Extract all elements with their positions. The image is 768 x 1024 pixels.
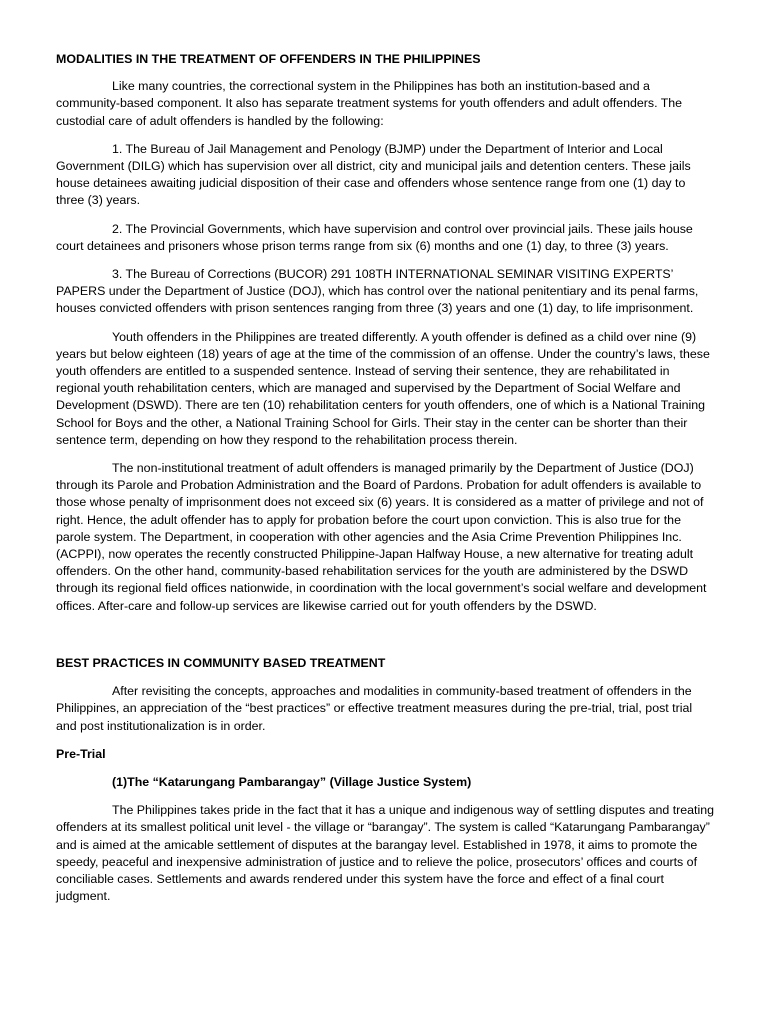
subsection-heading-katarungang: (1)The “Katarungang Pambarangay” (Village Justice System) [112,774,472,789]
paragraph-katarungang: The Philippines takes pride in the fact that it has a unique and indigenous way of settling disputes and treating offenders at its smallest political unit level - the village or “barangay”. The system is called “Katarungang Pambarangay” and is aimed at the amicable settlement of disputes at the barangay level. Established in 1978, it aims to promote the speedy, peaceful and inexpensive administration of justice and to relieve the police, prosecutors’ offices and courts of conciliable cases. Settlements and awards rendered under this system have the force and effect of a final court judgment. [56,803,715,904]
subsection-heading-pre-trial: Pre-Trial [56,746,106,761]
document-page [56,51,716,905]
paragraph-youth-offenders: Youth offenders in the Philippines are treated differently. A youth offender is defined as a child over nine (9) years but below eighteen (18) years of age at the time of the commission of an offense. Under the country’s laws, these youth offenders are entitled to a suspended sentence. Instead of serving their sentence, they are rehabilitated in regional youth rehabilitation centers, which are managed and supervised by the Department of Social Welfare and Development (DSWD). There are ten (10) rehabilitation centers for youth offenders, one of which is a National Training School for Boys and the other, a National Training School for Girls. Their stay in the center can be shorter than their sentence term, depending on how they respond to the rehabilitation process therein. [56,329,710,447]
paragraph-best-practices-intro: After revisiting the concepts, approaches and modalities in community-based treatment of offenders in the Philippines, an appreciation of the “best practices” or effective treatment measures during the pre-trial, trial, post trial and post institutionalization is in order. [56,684,693,733]
paragraph-intro: Like many countries, the correctional system in the Philippines has both an institution-based and a community-based component. It also has separate treatment systems for youth offenders and adult offenders. The custodial care of adult offenders is handled by the following: [56,79,683,128]
section-heading-best-practices: BEST PRACTICES IN COMMUNITY BASED TREATMENT [56,655,386,670]
paragraph-item-bucor: 3. The Bureau of Corrections (BUCOR) 291 108TH INTERNATIONAL SEMINAR VISITING EXPERTS’ PAPERS under the Department of Justice (DOJ), which has control over the national penitentiary and its penal farms, houses convicted offenders with prison sentences ranging from three (3) years and one (1) day, to life imprisonment. [56,267,699,316]
paragraph-item-provincial: 2. The Provincial Governments, which have supervision and control over provincial jails. These jails house court detainees and prisoners whose prison terms range from six (6) months and one (1) day, to three (3) years. [56,221,693,253]
paragraph-non-institutional: The non-institutional treatment of adult offenders is managed primarily by the Department of Justice (DOJ) through its Parole and Probation Administration and the Board of Pardons. Probation for adult offenders is available to those whose penalty of imprisonment does not exceed six (6) years. It is considered as a matter of privilege and not of right. Hence, the adult offender has to apply for probation before the court upon conviction. This is also true for the parole system. The Department, in cooperation with other agencies and the Asia Crime Prevention Philippines Inc. (ACPPI), now operates the recently constructed Philippine-Japan Halfway House, a new alternative for treating adult offenders. On the other hand, community-based rehabilitation services for the youth are administered by the DSWD through its regional field offices nationwide, in coordination with the local government’s social welfare and development offices. After-care and follow-up services are likewise carried out for youth offenders by the DSWD. [56,461,707,613]
paragraph-item-bjmp: 1. The Bureau of Jail Management and Penology (BJMP) under the Department of Interior and Local Government (DILG) which has supervision over all district, city and municipal jails and detention centers. These jails house detainees awaiting judicial disposition of their case and offenders whose sentence range from one (1) day to three (3) years. [56,141,691,208]
section-heading-modalities: MODALITIES IN THE TREATMENT OF OFFENDERS IN THE PHILIPPINES [56,52,481,66]
